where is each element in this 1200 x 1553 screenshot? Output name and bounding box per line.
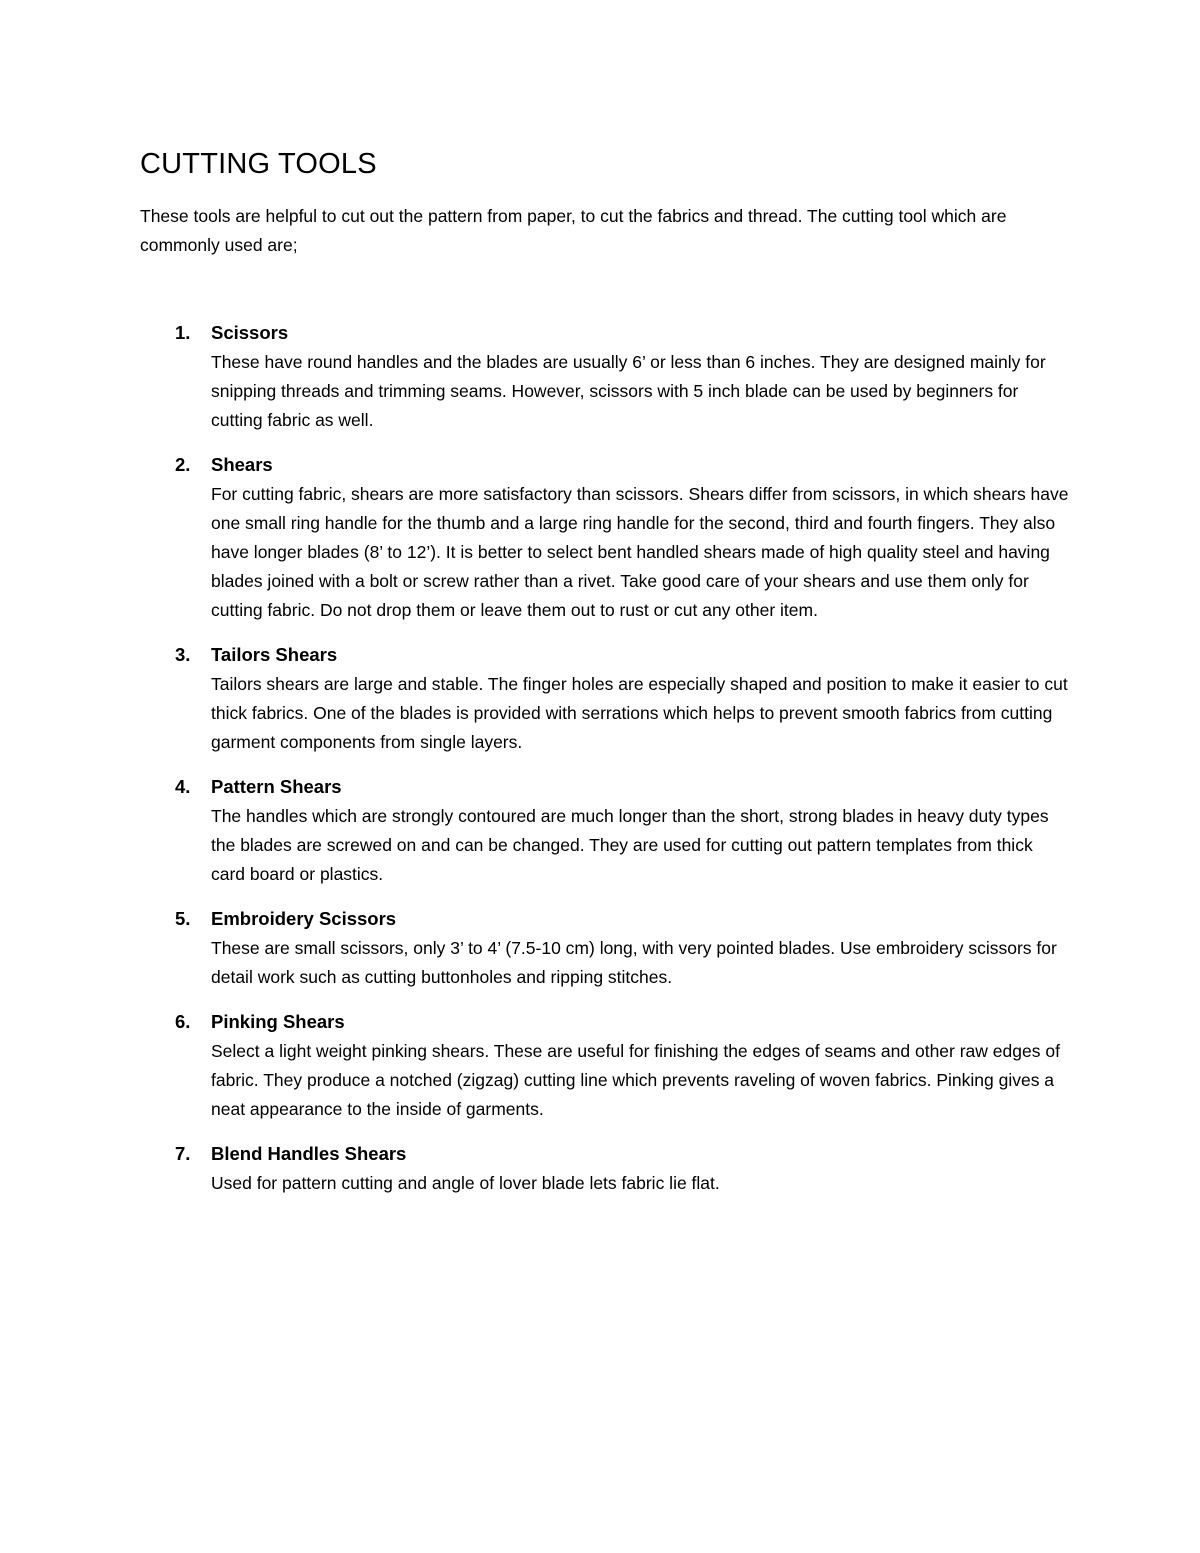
list-item-number: 4. — [175, 776, 191, 797]
cutting-tools-list — [0, 318, 1200, 1213]
list-item-heading: Shears — [211, 454, 273, 475]
list-item-description: For cutting fabric, shears are more satisfactory than scissors. Shears differ from scissors, in which shears have one small ring handle for the thumb and a large ring handle for the second, third and fourth fingers. They also have longer blades (8’ to 12’). It is better to select bent handled shears made of high quality steel and having blades joined with a bolt or screw rather than a rivet. Take good care of your shears and use them only for cutting fabric. Do not drop them or leave them out to rust or cut any other item. — [211, 484, 1069, 620]
list-item-embroidery-scissors — [0, 904, 1200, 992]
list-item-heading: Embroidery Scissors — [211, 908, 397, 929]
list-item-heading: Tailors Shears — [211, 644, 338, 665]
intro-paragraph: These tools are helpful to cut out the pattern from paper, to cut the fabrics and thread. The cutting tool which are commonly used are; — [140, 206, 1007, 255]
list-item-description: The handles which are strongly contoured are much longer than the short, strong blades in heavy duty types the blades are screwed on and can be changed. They are used for cutting out pattern templates from thick card board or plastics. — [211, 806, 1049, 884]
list-item-pattern-shears — [0, 772, 1200, 889]
list-item-tailors-shears — [0, 640, 1200, 757]
list-item-number: 3. — [175, 644, 191, 665]
list-item-description: These have round handles and the blades are usually 6’ or less than 6 inches. They are designed mainly for snipping threads and trimming seams. However, scissors with 5 inch blade can be used by beginners for cutting fabric as well. — [211, 352, 1046, 430]
list-item-number: 5. — [175, 908, 191, 929]
list-item-description: Tailors shears are large and stable. The finger holes are especially shaped and position to make it easier to cut thick fabrics. One of the blades is provided with serrations which helps to prevent smooth fabrics from cutting garment components from single layers. — [211, 674, 1068, 752]
list-item-number: 7. — [175, 1143, 191, 1164]
list-item-number: 6. — [175, 1011, 191, 1032]
list-item-description: These are small scissors, only 3’ to 4’ (7.5-10 cm) long, with very pointed blades. Use embroidery scissors for detail work such as cutting buttonholes and ripping stitches. — [211, 938, 1057, 987]
list-item-scissors — [0, 318, 1200, 435]
list-item-description: Used for pattern cutting and angle of lover blade lets fabric lie flat. — [211, 1173, 720, 1193]
list-item-heading: Blend Handles Shears — [211, 1143, 407, 1164]
list-item-heading: Pattern Shears — [211, 776, 342, 797]
list-item-number: 2. — [175, 454, 191, 475]
list-item-heading: Pinking Shears — [211, 1011, 345, 1032]
list-item-shears — [0, 450, 1200, 625]
list-item-blend-handles-shears — [0, 1139, 1200, 1198]
list-item-number: 1. — [175, 322, 191, 343]
list-item-heading: Scissors — [211, 322, 289, 343]
page-title: CUTTING TOOLS — [140, 148, 377, 180]
list-item-pinking-shears — [0, 1007, 1200, 1124]
list-item-description: Select a light weight pinking shears. These are useful for finishing the edges of seams and other raw edges of fabric. They produce a notched (zigzag) cutting line which prevents raveling of woven fabrics. Pinking gives a neat appearance to the inside of garments. — [211, 1041, 1060, 1119]
